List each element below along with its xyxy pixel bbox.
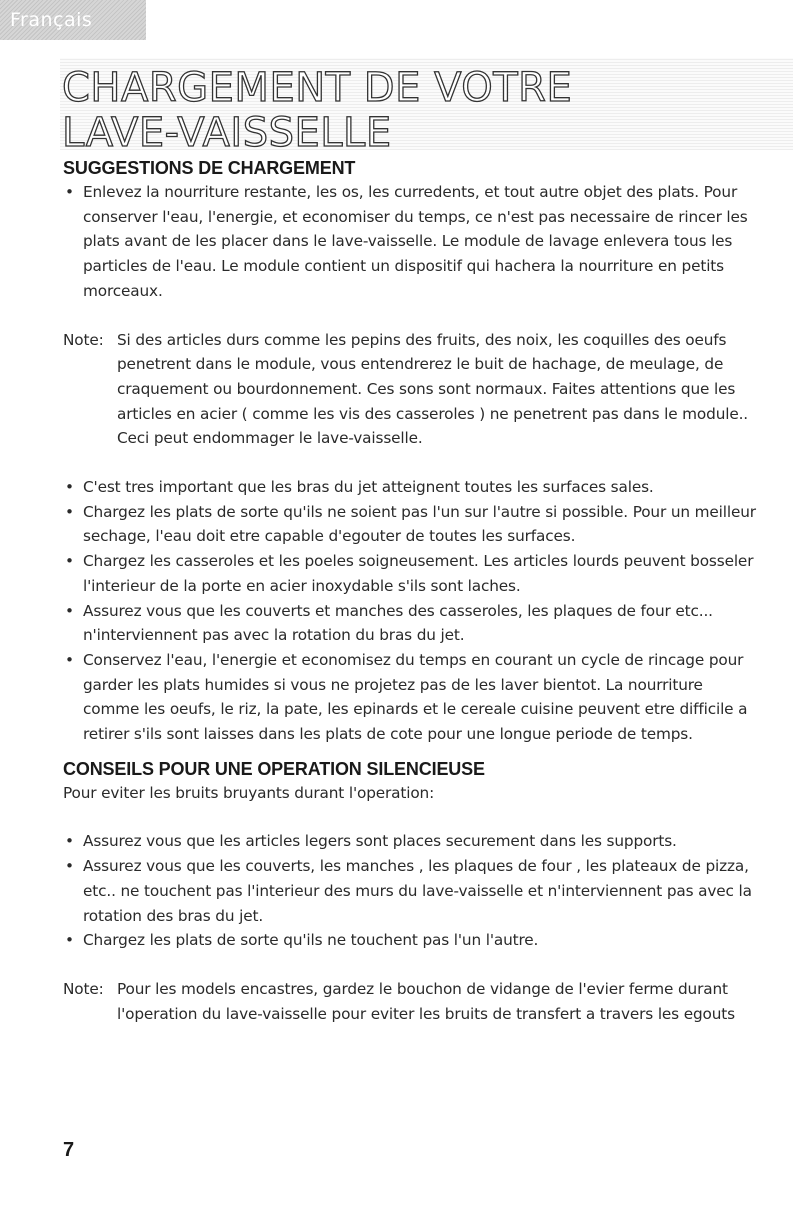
note-block-built-in xyxy=(63,977,763,1026)
language-tab: Français xyxy=(0,0,146,40)
note-label: Note: xyxy=(63,979,104,998)
note-label: Note: xyxy=(63,330,104,349)
loading-intro-list xyxy=(63,180,763,304)
section-heading-loading-suggestions: SUGGESTIONS DE CHARGEMENT xyxy=(63,158,356,178)
page-number: 7 xyxy=(63,1139,75,1161)
section-quiet-operation xyxy=(63,757,763,1027)
list-item: • C'est tres important que les bras du jet atteignent toutes les surfaces sales. xyxy=(63,475,763,500)
quiet-intro-text: Pour eviter les bruits bruyants durant l'operation: xyxy=(63,783,435,802)
note-block-hard-items xyxy=(63,328,763,452)
list-item: • Enlevez la nourriture restante, les os, les curredents, et tout autre objet des plats. Pour conserver l'eau, l'energie, et economiser du temps, ce n'est pas necessaire de rincer les plats avant de les placer dans le lave-vaisselle. Le module de lavage enlevera tous les particles de l'eau. Le module contient un dispositif qui hachera la nourriture en petits morceaux. xyxy=(63,180,763,304)
loading-tips-list xyxy=(63,475,763,747)
list-item: • Chargez les plats de sorte qu'ils ne soient pas l'un sur l'autre si possible. Pour un meilleur sechage, l'eau doit etre capable d'egouter de toutes les surfaces. xyxy=(63,500,763,549)
list-item: • Conservez l'eau, l'energie et economisez du temps en courant un cycle de rincage pour garder les plats humides si vous ne projetez pas de les laver bientot. La nourriture comme les oeufs, le riz, la pate, les epinards et le cereale cuisine peuvent etre difficile a retirer s'ils sont laisses dans les plats de cote pour une longue periode de temps. xyxy=(63,648,763,747)
page-title: CHARGEMENT DE VOTRE LAVE-VAISSELLE xyxy=(62,65,573,156)
section-loading-suggestions xyxy=(63,156,763,747)
list-item: • Chargez les casseroles et les poeles soigneusement. Les articles lourds peuvent bosseler l'interieur de la porte en acier inoxydable s'ils sont laches. xyxy=(63,549,763,598)
list-item: • Assurez vous que les couverts et manches des casseroles, les plaques de four etc... n'interviennent pas avec la rotation du bras du jet. xyxy=(63,599,763,648)
list-item: • Assurez vous que les couverts, les manches , les plaques de four , les plateaux de pizza, etc.. ne touchent pas l'interieur des murs du lave-vaisselle et n'interviennent pas avec la rotation des bras du jet. xyxy=(63,854,763,928)
quiet-tips-list xyxy=(63,829,763,953)
section-heading-quiet-operation: CONSEILS POUR UNE OPERATION SILENCIEUSE xyxy=(63,758,485,779)
list-item: • Assurez vous que les articles legers sont places securement dans les supports. xyxy=(63,829,763,854)
note-text: Si des articles durs comme les pepins des fruits, des noix, les coquilles des oeufs penetrent dans le module, vous entendrerez le buit de hachage, de meulage, de craquement ou bourdonnement. Ces sons sont normaux. Faites attentions que les articles en acier ( comme les vis des casseroles ) ne penetrent pas dans le module.. Ceci peut endommager le lave-vaisselle. xyxy=(117,330,749,448)
list-item: • Chargez les plats de sorte qu'ils ne touchent pas l'un l'autre. xyxy=(63,928,763,953)
note-text: Pour les models encastres, gardez le bouchon de vidange de l'evier ferme durant l'operation du lave-vaisselle pour eviter les bruits de transfert a travers les egouts xyxy=(117,979,735,1023)
page-content xyxy=(63,156,763,1026)
